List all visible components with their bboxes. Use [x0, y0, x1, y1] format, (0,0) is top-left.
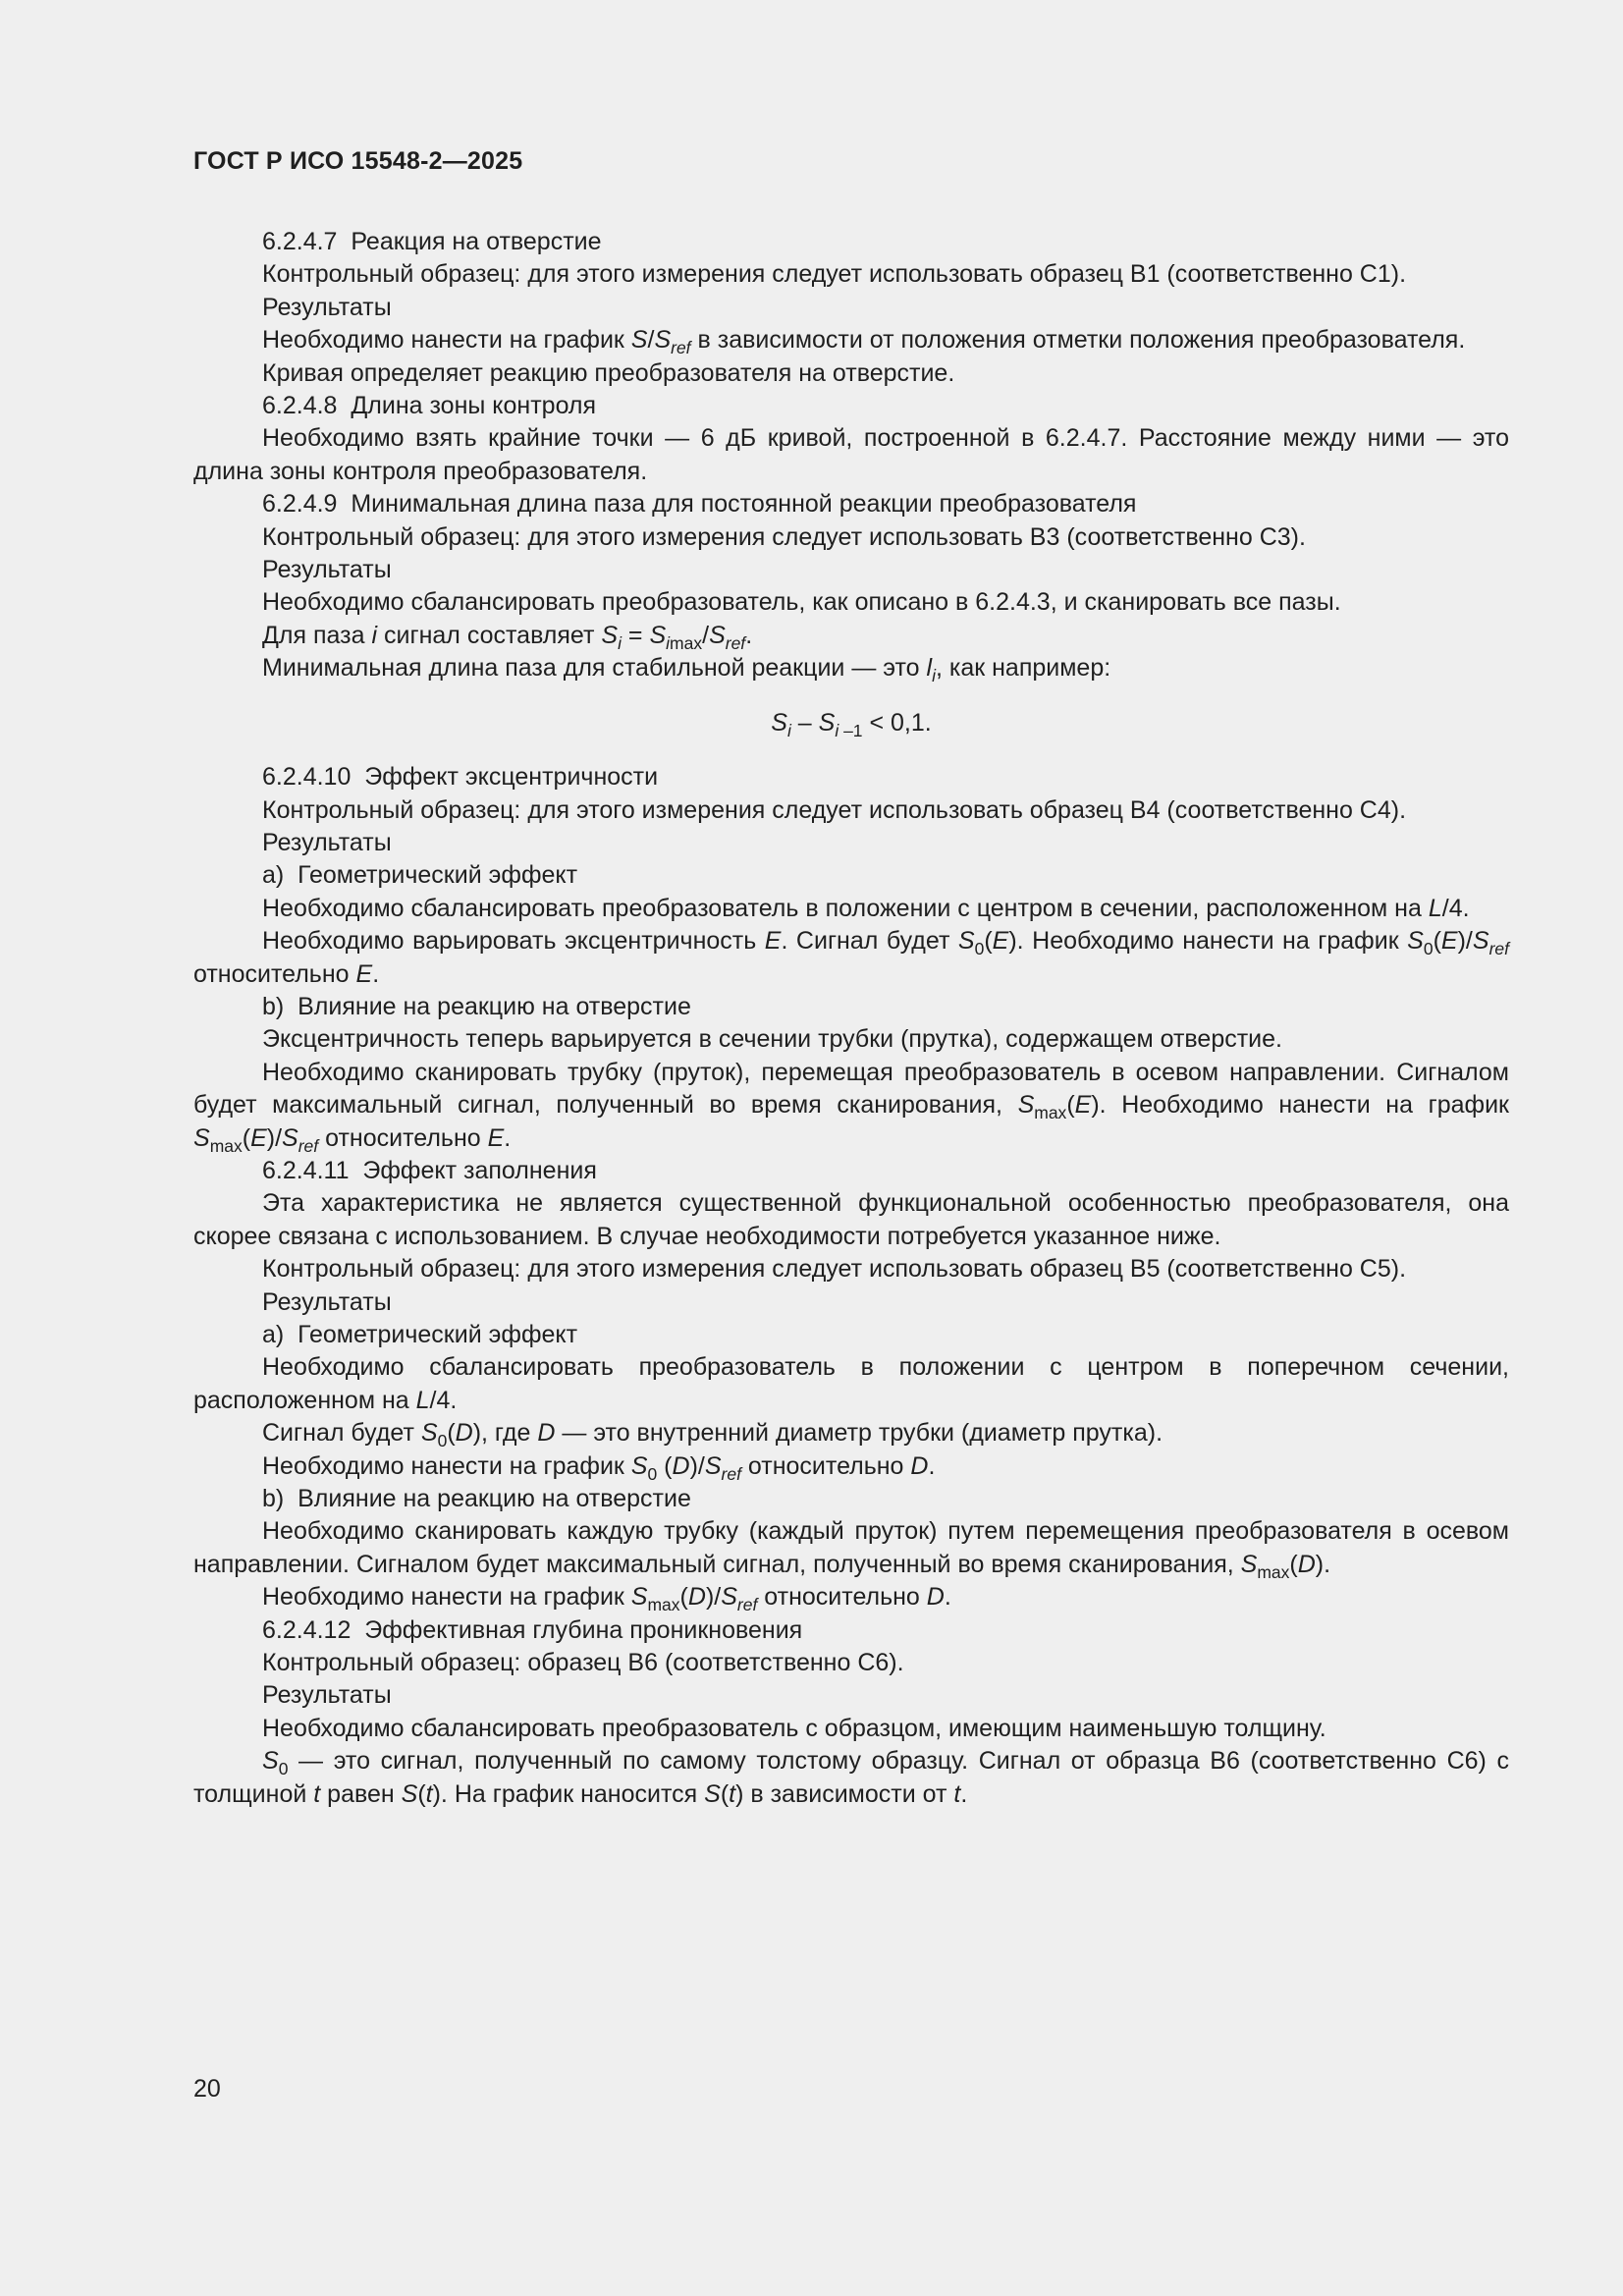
paragraph: Эксцентричность теперь варьируется в сечении трубки (прутка), содержащем отверстие. [262, 1025, 1283, 1054]
paragraph: Результаты [262, 1287, 392, 1316]
paragraph: 6.2.4.7 Реакция на отверстие [262, 228, 602, 255]
paragraph: 6.2.4.11 Эффект заполнения [262, 1156, 597, 1184]
document-body [193, 226, 1509, 1811]
paragraph: 6.2.4.9 Минимальная длина паза для постоянной реакции преобразователя [262, 490, 1137, 519]
paragraph: 6.2.4.8 Длина зоны контроля [262, 392, 597, 420]
paragraph: Для паза i сигнал составляет $S_i = S_{imax}/S_{ref}$. [262, 621, 753, 653]
paragraph: Необходимо сбалансировать преобразователь в положении с центром в поперечном сечении, расположенном на L/4. [193, 1353, 1509, 1414]
document-header: ГОСТ Р ИСО 15548-2—2025 [193, 147, 523, 175]
page-number: 20 [193, 2075, 221, 2103]
paragraph: Необходимо сбалансировать преобразователь с образцом, имеющим наименьшую толщину. [262, 1714, 1326, 1742]
paragraph: b) Влияние на реакцию на отверстие [262, 992, 691, 1020]
paragraph: Результаты [262, 1681, 392, 1710]
paragraph: Необходимо сканировать каждую трубку (каждый пруток) путем перемещения преобразователя в осевом направлении. Сигналом будет максимальный сигнал, полученный во время сканирования, $S_{max}(D)$. [193, 1517, 1509, 1582]
paragraph: Необходимо взять крайние точки — 6 дБ кривой, построенной в 6.2.4.7. Расстояние между ними — это длина зоны контроля преобразователя. [193, 424, 1509, 485]
paragraph: Результаты [262, 556, 392, 584]
paragraph: b) Влияние на реакцию на отверстие [262, 1485, 691, 1513]
paragraph: Необходимо варьировать эксцентричность E. Сигнал будет $S_0(E)$. Необходимо нанести на график $S_0(E)/S_{ref}$ относительно E. [193, 927, 1510, 988]
paragraph: Эта характеристика не является существенной функциональной особенностью преобразователя, она скорее связана с использованием. В случае необходимости потребуется указанное ниже. [193, 1189, 1509, 1250]
paragraph: Необходимо нанести на график $S/S_{ref}$ в зависимости от положения отметки положения преобразователя. [262, 326, 1466, 358]
paragraph: $S_0$ — это сигнал, полученный по самому толстому образцу. Сигнал от образца В6 (соответственно С6) с толщиной t равен S(t). На график наносится S(t) в зависимости от t. [193, 1747, 1509, 1808]
paragraph: Результаты [262, 828, 392, 856]
formula: $S_i - S_{i -1} < 0,1$. [771, 708, 932, 740]
paragraph: Контрольный образец: для этого измерения следует использовать образец В5 (соответственно С5). [262, 1255, 1407, 1284]
paragraph: 6.2.4.12 Эффективная глубина проникновения [262, 1615, 803, 1644]
paragraph: Кривая определяет реакцию преобразователя на отверстие. [262, 358, 955, 387]
paragraph: Минимальная длина паза для стабильной реакции — это $l_i$, как например: [262, 654, 1111, 686]
paragraph: Необходимо сканировать трубку (пруток), перемещая преобразователь в осевом направлении. Сигналом будет максимальный сигнал, полученный во время сканирования, $S_{max}(E)$. Необходимо нанести на график $S_{max}(E)/S_{ref}$ относительно E. [193, 1058, 1509, 1156]
paragraph: Результаты [262, 293, 392, 321]
paragraph: Контрольный образец: для этого измерения следует использовать образец В4 (соответственно С4). [262, 795, 1407, 824]
paragraph: Контрольный образец: образец В6 (соответственно С6). [262, 1649, 904, 1677]
paragraph: Необходимо сбалансировать преобразователь, как описано в 6.2.4.3, и сканировать все пазы. [262, 588, 1341, 617]
paragraph: Необходимо нанести на график $S_0$ $(D)/S_{ref}$ относительно D. [262, 1451, 936, 1484]
paragraph: a) Геометрический эффект [262, 861, 578, 890]
paragraph: Сигнал будет $S_0(D)$, где D — это внутренний диаметр трубки (диаметр прутка). [262, 1419, 1163, 1451]
paragraph: Необходимо нанести на график $S_{max}(D)/S_{ref}$ относительно D. [262, 1583, 951, 1615]
paragraph: 6.2.4.10 Эффект эксцентричности [262, 763, 659, 792]
paragraph: Контрольный образец: для этого измерения следует использовать В3 (соответственно С3). [262, 522, 1306, 551]
paragraph: Контрольный образец: для этого измерения следует использовать образец В1 (соответственно С1). [262, 260, 1407, 289]
paragraph: Необходимо сбалансировать преобразователь в положении с центром в сечении, расположенном на L/4. [262, 894, 1470, 922]
paragraph: a) Геометрический эффект [262, 1321, 578, 1348]
